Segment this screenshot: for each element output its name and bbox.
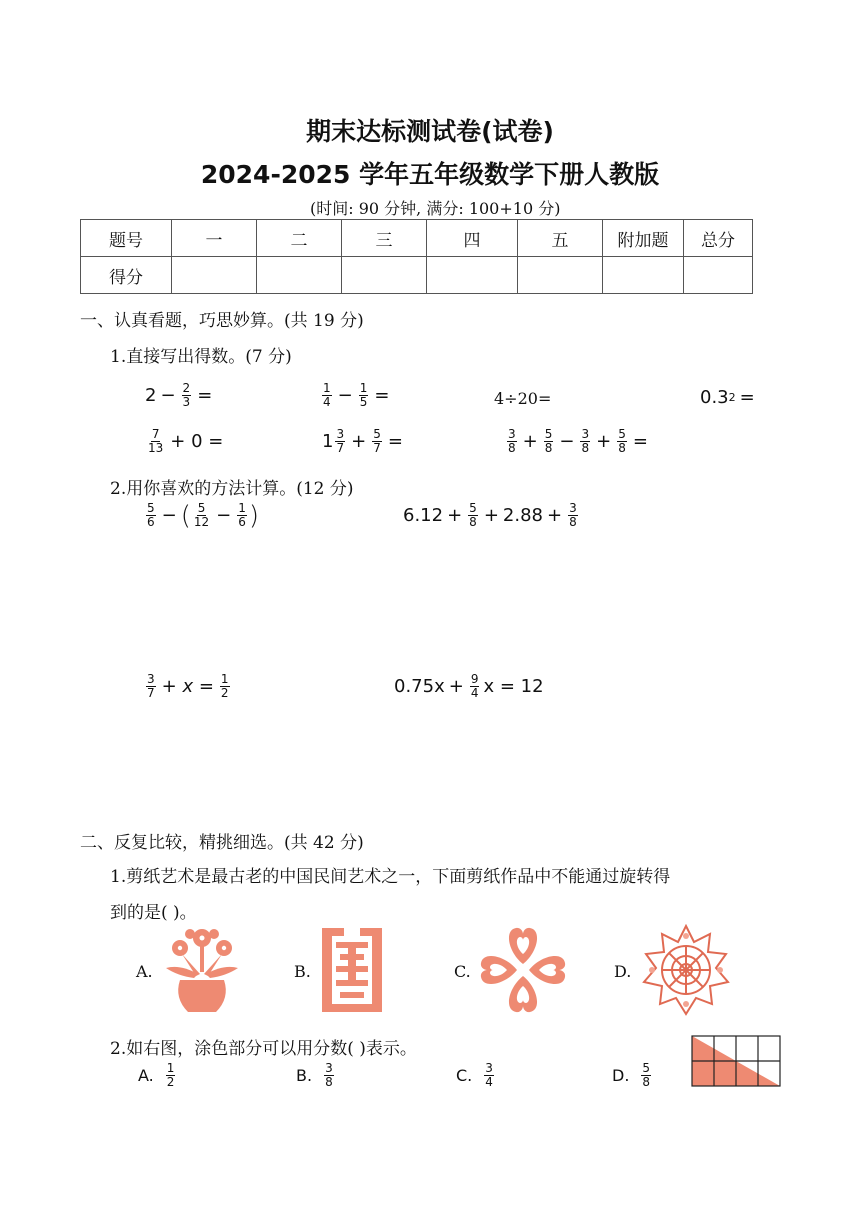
score-input-cell[interactable] xyxy=(172,257,257,294)
option-c-label[interactable]: C. xyxy=(454,962,471,981)
equals-sign: = xyxy=(632,431,648,452)
calc-term: 2 xyxy=(145,385,157,406)
equals-sign: = xyxy=(739,387,755,408)
calc-operator: + xyxy=(483,505,499,526)
option-label: D. xyxy=(612,1066,630,1085)
fraction: $\frac{1}{5}$ xyxy=(359,381,368,409)
calc-item-q2a xyxy=(144,502,259,529)
option-b-label[interactable]: B. xyxy=(294,962,311,981)
calc-item-q2c xyxy=(144,673,232,700)
score-input-cell[interactable] xyxy=(518,257,603,294)
exponent: 2 xyxy=(728,391,736,404)
calc-item-a xyxy=(145,382,216,409)
calc-operator: + xyxy=(447,505,463,526)
section2-q1-line2: 到的是( )。 xyxy=(110,903,197,923)
calc-operator: + xyxy=(546,505,563,526)
calc-operator: − xyxy=(161,505,177,526)
calc-term: 0.75x xyxy=(394,676,445,697)
fraction: $\frac{3}{7}$ xyxy=(336,427,345,455)
calc-item-c: 4÷20= xyxy=(494,389,552,408)
calc-operator: + xyxy=(522,431,538,452)
papercut-symmetric-character-image xyxy=(318,924,386,1016)
score-cell: 四 xyxy=(427,220,518,257)
equals-sign: = xyxy=(374,385,390,406)
score-cell: 三 xyxy=(342,220,427,257)
fraction: $\frac{1}{6}$ xyxy=(238,501,246,529)
fraction: $\frac{3}{8}$ xyxy=(581,427,590,455)
calc-term: x = 12 xyxy=(483,676,544,697)
option-d-label[interactable]: D. xyxy=(614,962,632,981)
section1-q1-title: 1.直接写出得数。(7 分) xyxy=(110,347,292,367)
section2-heading: 二、反复比较，精挑细选。(共 42 分) xyxy=(80,833,364,853)
score-cell: 一 xyxy=(172,220,257,257)
score-cell: 附加题 xyxy=(603,220,684,257)
papercut-four-hearts-image xyxy=(478,924,568,1016)
option-a-label[interactable]: A. xyxy=(136,962,153,981)
calc-operator: + xyxy=(596,431,612,452)
papercut-mandala-image xyxy=(640,924,732,1016)
calc-operator: − xyxy=(216,505,232,526)
calc-item-g xyxy=(505,428,652,455)
score-cell: 二 xyxy=(257,220,342,257)
exam-subtitle: 2024-2025 学年五年级数学下册人教版 xyxy=(200,160,660,189)
calc-term: 0.3 xyxy=(700,387,729,408)
fraction: $\frac{1}{2}$ xyxy=(166,1061,175,1089)
fraction: $\frac{3}{8}$ xyxy=(508,427,516,455)
calc-item-d xyxy=(700,387,759,408)
calc-operator: + xyxy=(448,676,464,697)
fraction: $\frac{5}{12}$ xyxy=(193,501,210,529)
calc-term: 6.12 xyxy=(403,505,444,526)
fraction: $\frac{5}{7}$ xyxy=(373,427,381,455)
calc-item-q2d xyxy=(394,673,544,700)
score-table xyxy=(80,219,753,294)
fraction: $\frac{5}{8}$ xyxy=(469,501,477,529)
option-label: B. xyxy=(296,1066,313,1085)
calc-operator: − xyxy=(559,431,575,452)
calc-operator: + xyxy=(351,431,367,452)
score-row-label: 得分 xyxy=(81,257,172,294)
calc-item-f xyxy=(322,428,407,455)
fraction: $\frac{2}{3}$ xyxy=(182,381,191,409)
section1-q2-title: 2.用你喜欢的方法计算。(12 分) xyxy=(110,479,354,499)
fraction: $\frac{3}{8}$ xyxy=(569,501,577,529)
score-cell: 题号 xyxy=(81,220,172,257)
fraction: $\frac{9}{4}$ xyxy=(470,672,479,700)
q2-option-d[interactable] xyxy=(612,1062,653,1089)
score-input-cell[interactable] xyxy=(257,257,342,294)
score-input-cell[interactable] xyxy=(427,257,518,294)
equals-sign: = xyxy=(197,385,213,406)
fraction: $\frac{7}{13}$ xyxy=(148,427,164,455)
exam-meta: (时间: 90 分钟, 满分: 100+10 分) xyxy=(310,199,561,218)
calc-item-q2b xyxy=(403,502,580,529)
calc-term: + 0 = xyxy=(170,431,224,452)
option-label: A. xyxy=(138,1066,154,1085)
calc-operator: − xyxy=(160,385,176,406)
shaded-grid-figure xyxy=(690,1034,782,1088)
option-label: C. xyxy=(456,1066,473,1085)
score-input-cell[interactable] xyxy=(342,257,427,294)
q2-option-b[interactable] xyxy=(296,1062,336,1089)
calc-operator: − xyxy=(337,385,353,406)
fraction: $\frac{3}{7}$ xyxy=(147,672,155,700)
q2-option-c[interactable] xyxy=(456,1062,496,1089)
fraction: $\frac{5}{8}$ xyxy=(618,427,626,455)
fraction: $\frac{5}{8}$ xyxy=(642,1061,651,1089)
score-table-header-row xyxy=(81,220,753,257)
score-input-cell[interactable] xyxy=(603,257,684,294)
papercut-flower-pot-image xyxy=(160,924,244,1016)
fraction: $\frac{3}{8}$ xyxy=(325,1061,333,1089)
section2-q2-text: 2.如右图，涂色部分可以用分数( )表示。 xyxy=(110,1039,417,1059)
left-paren: ( xyxy=(180,500,191,531)
section1-heading: 一、认真看题，巧思妙算。(共 19 分) xyxy=(80,311,364,331)
q2-option-a[interactable] xyxy=(138,1062,177,1089)
fraction: $\frac{5}{6}$ xyxy=(147,501,155,529)
calc-term: + x = xyxy=(161,676,214,697)
fraction: $\frac{5}{8}$ xyxy=(544,427,553,455)
score-input-cell[interactable] xyxy=(684,257,753,294)
fraction: $\frac{1}{4}$ xyxy=(323,381,331,409)
score-table-score-row xyxy=(81,257,753,294)
section2-q1-line1: 1.剪纸艺术是最古老的中国民间艺术之一，下面剪纸作品中不能通过旋转得 xyxy=(110,867,671,887)
right-paren: ) xyxy=(248,500,260,531)
fraction: $\frac{3}{4}$ xyxy=(485,1061,493,1089)
score-cell: 总分 xyxy=(684,220,753,257)
calc-term: 1 xyxy=(322,431,334,452)
calc-term: 2.88 xyxy=(502,505,543,526)
fraction: $\frac{1}{2}$ xyxy=(220,672,229,700)
score-cell: 五 xyxy=(518,220,603,257)
calc-item-e xyxy=(145,428,223,455)
exam-title: 期末达标测试卷(试卷) xyxy=(306,117,554,146)
equals-sign: = xyxy=(387,431,403,452)
calc-item-b xyxy=(320,382,393,409)
